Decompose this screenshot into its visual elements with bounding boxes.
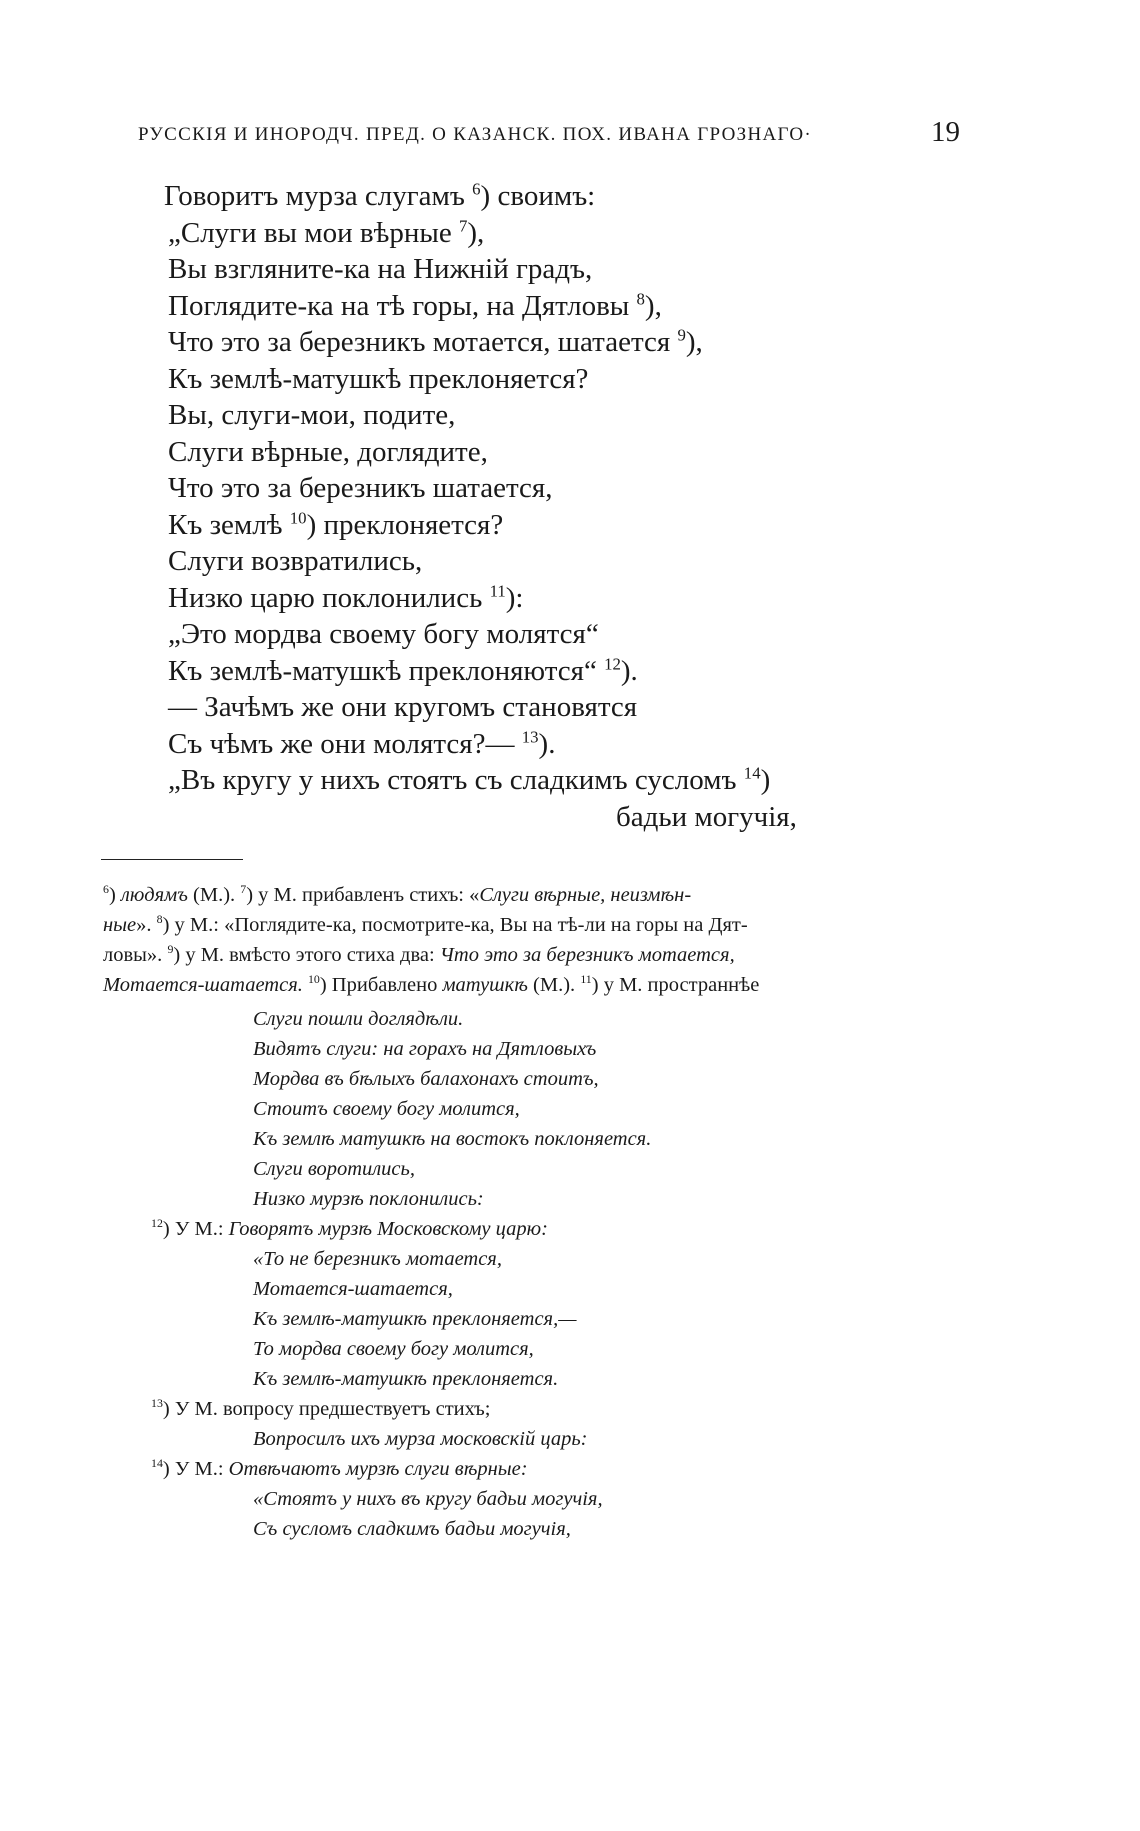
quoted-verse: Къ землѣ-матушкѣ преклоняется,— [253,1308,577,1330]
poem-line: „Слуги вы мои вѣрные $^7$), [168,215,485,249]
quoted-verse: Слуги пошли доглядѣли. [253,1008,464,1030]
footnote-ref: 8 [636,288,645,308]
poem-line: Низко царю поклонились $^{11}$): [168,580,524,614]
footnote-line: Мотается-шатается. $^{10}$) Прибавлено матушкѣ (М.). $^{11}$) у М. пространнѣе [103,972,760,996]
poem-line: Поглядите-ка на тѣ горы, на Дятловы $^8$), [168,288,662,322]
quoted-verse: Стоитъ своему богу молится, [253,1098,520,1120]
poem-line: „Это мордва своему богу молятся“ [168,618,599,650]
footnote-ref: 13 [521,726,539,746]
quoted-verse: Къ землѣ матушкѣ на востокъ поклоняется. [253,1128,652,1150]
poem-line: Къ землѣ-матушкѣ преклоняются“ $^{12}$). [168,653,638,687]
poem-line: Слуги возвратились, [168,545,423,577]
poem-line: Вы взгляните-ка на Нижній градъ, [168,253,593,285]
footnote-ref: 7 [458,215,468,235]
footnote-ref: 14 [743,763,761,783]
footnote-ref: 11 [489,580,506,600]
footnote-ref: 6 [472,179,481,199]
quoted-verse: Мордва въ бѣлыхъ балахонахъ стоитъ, [253,1068,599,1090]
footnote-14: $^{14}$) У М.: Отвѣчаютъ мурзѣ слуги вѣрные: [151,1456,528,1480]
poem-line: Къ землѣ $^{10}$) преклоняется? [168,507,504,541]
quoted-verse: То мордва своему богу молится, [253,1338,534,1360]
quoted-verse: Съ сусломъ сладкимъ бадьи могучія, [253,1518,571,1540]
poem-line: „Въ кругу у нихъ стоятъ съ сладкимъ сусломъ $^{14}$) [168,763,771,796]
footnote-13: $^{13}$) У М. вопросу предшествуетъ стихъ; [151,1396,491,1420]
footnote-ref: 10 [289,507,307,527]
quoted-verse: Вопросилъ ихъ мурза московскій царь: [253,1428,588,1450]
quoted-verse: Видятъ слуги: на горахъ на Дятловыхъ [253,1038,597,1060]
footnote-divider [101,859,243,860]
quoted-verse: «Стоятъ у нихъ въ кругу бадьи могучія, [253,1488,603,1510]
quoted-verse: «То не березникъ мотается, [253,1248,502,1270]
poem-line: — Зачѣмъ же они кругомъ становятся [168,691,638,723]
poem-line: Вы, слуги-мои, подите, [168,399,456,431]
quoted-verse: Низко мурзѣ поклонились: [253,1188,484,1210]
footnote-12: $^{12}$) У М.: Говорятъ мурзѣ Московскому царю: [151,1216,548,1240]
quoted-verse: Къ землѣ-матушкѣ преклоняется. [253,1368,559,1390]
page-number: 19 [931,116,960,148]
poem-line: Съ чѣмъ же они молятся?— $^{13}$). [168,726,556,760]
footnote-ref: 12 [604,653,621,673]
footnote-line: ловы». $^9$) у М. вмѣсто этого стиха два: Что это за березникъ мотается, [103,942,735,966]
poem-line: Что это за березникъ шатается, [168,472,553,504]
poem-line: Говоритъ мурза слугамъ $^6$) своимъ: [164,179,596,212]
quoted-verse: Мотается-шатается, [253,1278,453,1300]
poem-line: Слуги вѣрные, доглядите, [168,435,488,468]
quoted-verse: Слуги воротились, [253,1158,415,1180]
poem-line: Что это за березникъ мотается, шатается $^9$), [168,325,703,358]
poem-line-continuation: бадьи могучія, [616,800,797,833]
poem-line: Къ землѣ-матушкѣ преклоняется? [168,362,589,395]
footnote-line: ные». $^8$) у М.: «Поглядите-ка, посмотрите-ка, Вы на тѣ-ли на горы на Дят- [103,912,748,936]
running-header [138,116,960,156]
running-title: РУССКІЯ И ИНОРОДЧ. ПРЕД. О КАЗАНСК. ПОХ. ИВАНА ГРОЗНАГО· [138,124,812,145]
footnote-ref: 9 [677,325,686,345]
footnote-line: $^6$) людямъ (М.). $^7$) у М. прибавленъ стихъ: «Слуги вѣрные, неизмѣн- [103,882,692,906]
